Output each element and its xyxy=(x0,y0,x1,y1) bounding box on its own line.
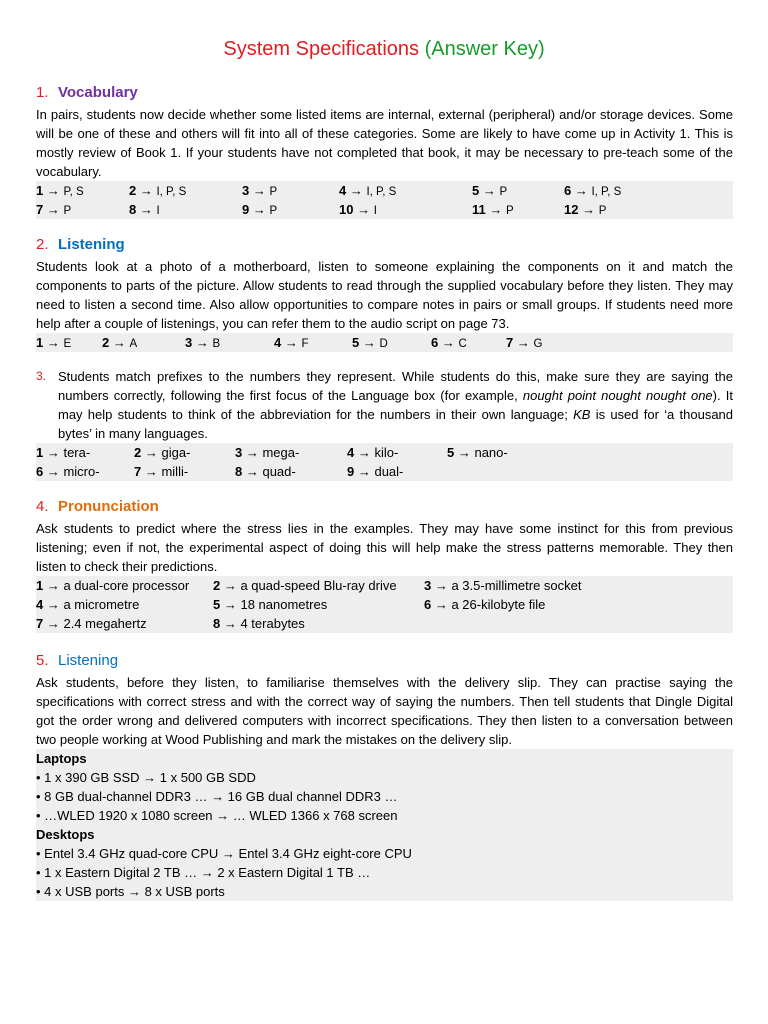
answer-value: C xyxy=(458,338,467,350)
answer-number: 6 xyxy=(36,464,44,479)
answer-value: I, P, S xyxy=(366,186,397,198)
answer-item xyxy=(472,181,507,202)
answer-item xyxy=(447,443,508,462)
section-title: Listening xyxy=(58,236,125,253)
answer-value: nano- xyxy=(474,445,508,460)
arrow-icon: → xyxy=(43,578,64,593)
answer-value: tera- xyxy=(63,445,91,460)
section-text: In pairs, students now decide whether some listed items are internal, external (peripheral) and/or storage devices. Some will be one of these and others will fit into all of these categories. Some are likely to have come up in Activity 1. This is mostly review of Book 1. If your students have not completed that book, it may be necessary to pre-teach some of the vocabulary. xyxy=(36,107,733,179)
arrow-icon: → xyxy=(578,202,599,217)
text-part: ). It may help students to think of the abbreviation for the numbers in their own language; xyxy=(58,388,733,422)
desktop-item: • Entel 3.4 GHz quad-core CPU → Entel 3.4 GHz eight-core CPU xyxy=(36,846,412,861)
answer-value: a 26-kilobyte file xyxy=(451,597,546,612)
answer-number: 5 xyxy=(352,335,360,350)
answer-value: I, P, S xyxy=(156,186,187,198)
section-heading xyxy=(36,651,733,671)
arrow-icon: → xyxy=(242,464,263,479)
arrow-icon: → xyxy=(136,202,157,217)
answer-value: kilo- xyxy=(374,445,399,460)
answer-value: 2.4 megahertz xyxy=(63,616,147,631)
section-text: Ask students to predict where the stress lies in the examples. They may have some instinct for this from previous listening; even if not, the experimental aspect of doing this will help make the stress patterns memorable. They then listen to check their predictions. xyxy=(36,521,733,574)
answer-value: P xyxy=(505,205,514,217)
arrow-icon: → xyxy=(431,578,452,593)
arrow-icon: → xyxy=(43,335,64,350)
desktop-item: • 4 x USB ports → 8 x USB ports xyxy=(36,884,225,899)
section-prefixes xyxy=(36,367,733,481)
section-title: Vocabulary xyxy=(58,84,138,101)
answer-item xyxy=(235,443,299,462)
answer-item xyxy=(339,200,377,221)
arrow-icon: → xyxy=(43,445,64,460)
delivery-slip-answers xyxy=(36,749,733,901)
answer-number: 9 xyxy=(347,464,355,479)
answer-item xyxy=(274,333,309,354)
answer-number: 2 xyxy=(102,335,110,350)
answer-value: dual- xyxy=(374,464,404,479)
desktop-item: • 1 x Eastern Digital 2 TB … → 2 x Eastern Digital 1 TB … xyxy=(36,865,371,880)
answer-item xyxy=(213,595,327,614)
title-sub: (Answer Key) xyxy=(424,38,545,60)
answer-number: 4 xyxy=(347,445,355,460)
answer-value: D xyxy=(379,338,388,350)
answer-item xyxy=(242,181,277,202)
answer-number: 1 xyxy=(36,183,44,198)
arrow-icon: → xyxy=(220,578,241,593)
section-listening-2 xyxy=(36,651,733,901)
answer-value: a dual-core processor xyxy=(63,578,190,593)
desktops-label: Desktops xyxy=(36,827,95,842)
answer-value: 4 terabytes xyxy=(240,616,305,631)
section-number: 5. xyxy=(36,652,49,669)
section-heading xyxy=(36,497,733,517)
answer-value: P, S xyxy=(63,186,84,198)
arrow-icon: → xyxy=(43,597,64,612)
answer-value: a 3.5-millimetre socket xyxy=(451,578,582,593)
answer-row xyxy=(36,462,733,481)
arrow-icon: → xyxy=(249,183,270,198)
answer-value: I, P, S xyxy=(591,186,622,198)
answer-value: I xyxy=(373,205,377,217)
answer-value: P xyxy=(63,205,72,217)
answer-item xyxy=(134,443,190,462)
answer-value: G xyxy=(533,338,543,350)
answer-number: 11 xyxy=(472,202,486,217)
arrow-icon: → xyxy=(43,616,64,631)
section-title: Listening xyxy=(58,652,119,669)
answer-item xyxy=(36,576,189,595)
arrow-icon: → xyxy=(438,335,459,350)
answer-item xyxy=(506,333,542,354)
answer-number: 12 xyxy=(564,202,579,217)
arrow-icon: → xyxy=(354,445,375,460)
answer-number: 7 xyxy=(134,464,142,479)
answer-item xyxy=(36,181,84,202)
answer-number: 3 xyxy=(235,445,243,460)
answer-box xyxy=(36,576,733,633)
arrow-icon: → xyxy=(359,335,380,350)
answer-box xyxy=(36,181,733,219)
answer-item xyxy=(339,181,396,202)
answer-value: milli- xyxy=(161,464,189,479)
answer-item xyxy=(347,462,403,481)
answer-number: 7 xyxy=(36,616,44,631)
answer-number: 3 xyxy=(424,578,432,593)
answer-row xyxy=(36,614,733,633)
answer-value: A xyxy=(129,338,138,350)
answer-value: 18 nanometres xyxy=(240,597,328,612)
answer-value: giga- xyxy=(161,445,191,460)
answer-item xyxy=(129,200,160,221)
arrow-icon: → xyxy=(353,202,374,217)
answer-item xyxy=(36,443,90,462)
section-text: Students look at a photo of a motherboard, listen to someone explaining the components on it and match the components to parts of the picture. Allow students to read through the supplied vocabulary before they listen. They may need to listen a second time. Also allow opportunities to compare notes in pairs or small groups. If students need more help after a couple of listenings, you can refer them to the audio script on page 73. xyxy=(36,259,733,331)
answer-number: 1 xyxy=(36,335,44,350)
section-number: 3. xyxy=(36,369,47,383)
answer-value: a micrometre xyxy=(63,597,140,612)
section-heading xyxy=(36,83,733,103)
arrow-icon: → xyxy=(43,183,64,198)
answer-item xyxy=(242,200,277,221)
answer-item xyxy=(431,333,467,354)
answer-item xyxy=(36,614,147,633)
laptop-item: • …WLED 1920 x 1080 screen → … WLED 1366 x 768 screen xyxy=(36,808,398,823)
section-vocabulary xyxy=(36,83,733,219)
arrow-icon: → xyxy=(454,445,475,460)
answer-number: 2 xyxy=(129,183,137,198)
laptop-item: • 8 GB dual-channel DDR3 … → 16 GB dual channel DDR3 … xyxy=(36,789,398,804)
arrow-icon: → xyxy=(513,335,534,350)
answer-item xyxy=(352,333,388,354)
answer-number: 1 xyxy=(36,445,44,460)
page-title xyxy=(0,38,768,61)
answer-box xyxy=(36,443,733,481)
text-italic: nought point nought nought one xyxy=(522,388,713,403)
answer-item xyxy=(102,333,137,354)
answer-number: 4 xyxy=(339,183,347,198)
arrow-icon: → xyxy=(220,597,241,612)
arrow-icon: → xyxy=(346,183,367,198)
answer-item xyxy=(36,462,100,481)
answer-number: 5 xyxy=(447,445,455,460)
answer-number: 10 xyxy=(339,202,354,217)
section-heading xyxy=(36,235,733,255)
answer-item xyxy=(36,200,71,221)
answer-row xyxy=(36,443,733,462)
laptops-label: Laptops xyxy=(36,751,87,766)
answer-number: 2 xyxy=(134,445,142,460)
text-part: is used for ‘a thousand bytes’ in many languages. xyxy=(58,407,734,441)
arrow-icon: → xyxy=(242,445,263,460)
answer-value: I xyxy=(156,205,160,217)
arrow-icon: → xyxy=(485,202,506,217)
answer-number: 5 xyxy=(472,183,480,198)
answer-row xyxy=(36,200,733,219)
section-number: 4. xyxy=(36,498,49,515)
arrow-icon: → xyxy=(281,335,302,350)
answer-value: P xyxy=(269,205,278,217)
answer-value: a quad-speed Blu-ray drive xyxy=(240,578,397,593)
section-text: Ask students, before they listen, to familiarise themselves with the delivery slip. They can practise saying the specifications with correct stress and with the correct way of saying the numbers. Then tell students that Dingle Digital got the order wrong and delivered computers with incorrect specifications. They then listen to a conversation between two people working at Wood Publishing and mark the mistakes on the delivery slip. xyxy=(36,675,733,747)
arrow-icon: → xyxy=(249,202,270,217)
answer-value: P xyxy=(269,186,278,198)
answer-item xyxy=(129,181,186,202)
answer-number: 8 xyxy=(235,464,243,479)
answer-item xyxy=(134,462,188,481)
answer-value: E xyxy=(63,338,72,350)
answer-item xyxy=(564,200,606,221)
answer-number: 1 xyxy=(36,578,44,593)
section-text xyxy=(36,367,733,443)
arrow-icon: → xyxy=(431,597,452,612)
answer-number: 9 xyxy=(242,202,250,217)
answer-number: 3 xyxy=(242,183,250,198)
answer-row xyxy=(36,333,733,352)
section-pronunciation xyxy=(36,497,733,633)
answer-number: 4 xyxy=(36,597,44,612)
answer-number: 3 xyxy=(185,335,193,350)
arrow-icon: → xyxy=(43,464,64,479)
answer-value: micro- xyxy=(63,464,100,479)
answer-item xyxy=(472,200,514,221)
answer-item xyxy=(347,443,398,462)
answer-number: 6 xyxy=(424,597,432,612)
section-number: 1. xyxy=(36,84,49,101)
answer-number: 7 xyxy=(506,335,514,350)
answer-value: mega- xyxy=(262,445,300,460)
laptop-item: • 1 x 390 GB SSD → 1 x 500 GB SDD xyxy=(36,770,256,785)
arrow-icon: → xyxy=(109,335,130,350)
arrow-icon: → xyxy=(141,445,162,460)
answer-item xyxy=(213,614,305,633)
arrow-icon: → xyxy=(141,464,162,479)
answer-item xyxy=(36,595,139,614)
answer-row xyxy=(36,595,733,614)
section-title: Pronunciation xyxy=(58,498,159,515)
text-italic: KB xyxy=(573,407,591,422)
arrow-icon: → xyxy=(192,335,213,350)
arrow-icon: → xyxy=(136,183,157,198)
arrow-icon: → xyxy=(43,202,64,217)
title-main: System Specifications xyxy=(223,38,420,60)
answer-item xyxy=(564,181,621,202)
answer-item xyxy=(36,333,71,354)
answer-box xyxy=(36,333,733,352)
answer-value: P xyxy=(499,186,508,198)
arrow-icon: → xyxy=(571,183,592,198)
answer-item xyxy=(424,576,582,595)
answer-item xyxy=(185,333,220,354)
answer-value: B xyxy=(212,338,221,350)
answer-number: 8 xyxy=(129,202,137,217)
answer-value: quad- xyxy=(262,464,296,479)
answer-number: 6 xyxy=(431,335,439,350)
answer-number: 8 xyxy=(213,616,221,631)
answer-item xyxy=(235,462,296,481)
answer-number: 7 xyxy=(36,202,44,217)
text-part: Students match prefixes to the numbers they represent. While students do this, make sure they are saying the numbers correctly, following the first focus of the Language box (for example, xyxy=(58,369,733,403)
answer-number: 5 xyxy=(213,597,221,612)
answer-value: P xyxy=(598,205,607,217)
answer-item xyxy=(213,576,397,595)
section-number: 2. xyxy=(36,236,49,253)
arrow-icon: → xyxy=(479,183,500,198)
arrow-icon: → xyxy=(354,464,375,479)
answer-number: 2 xyxy=(213,578,221,593)
answer-item xyxy=(424,595,545,614)
answer-value: F xyxy=(301,338,309,350)
answer-number: 6 xyxy=(564,183,572,198)
answer-row xyxy=(36,181,733,200)
arrow-icon: → xyxy=(220,616,241,631)
answer-row xyxy=(36,576,733,595)
answer-number: 4 xyxy=(274,335,282,350)
section-listening-1 xyxy=(36,235,733,352)
